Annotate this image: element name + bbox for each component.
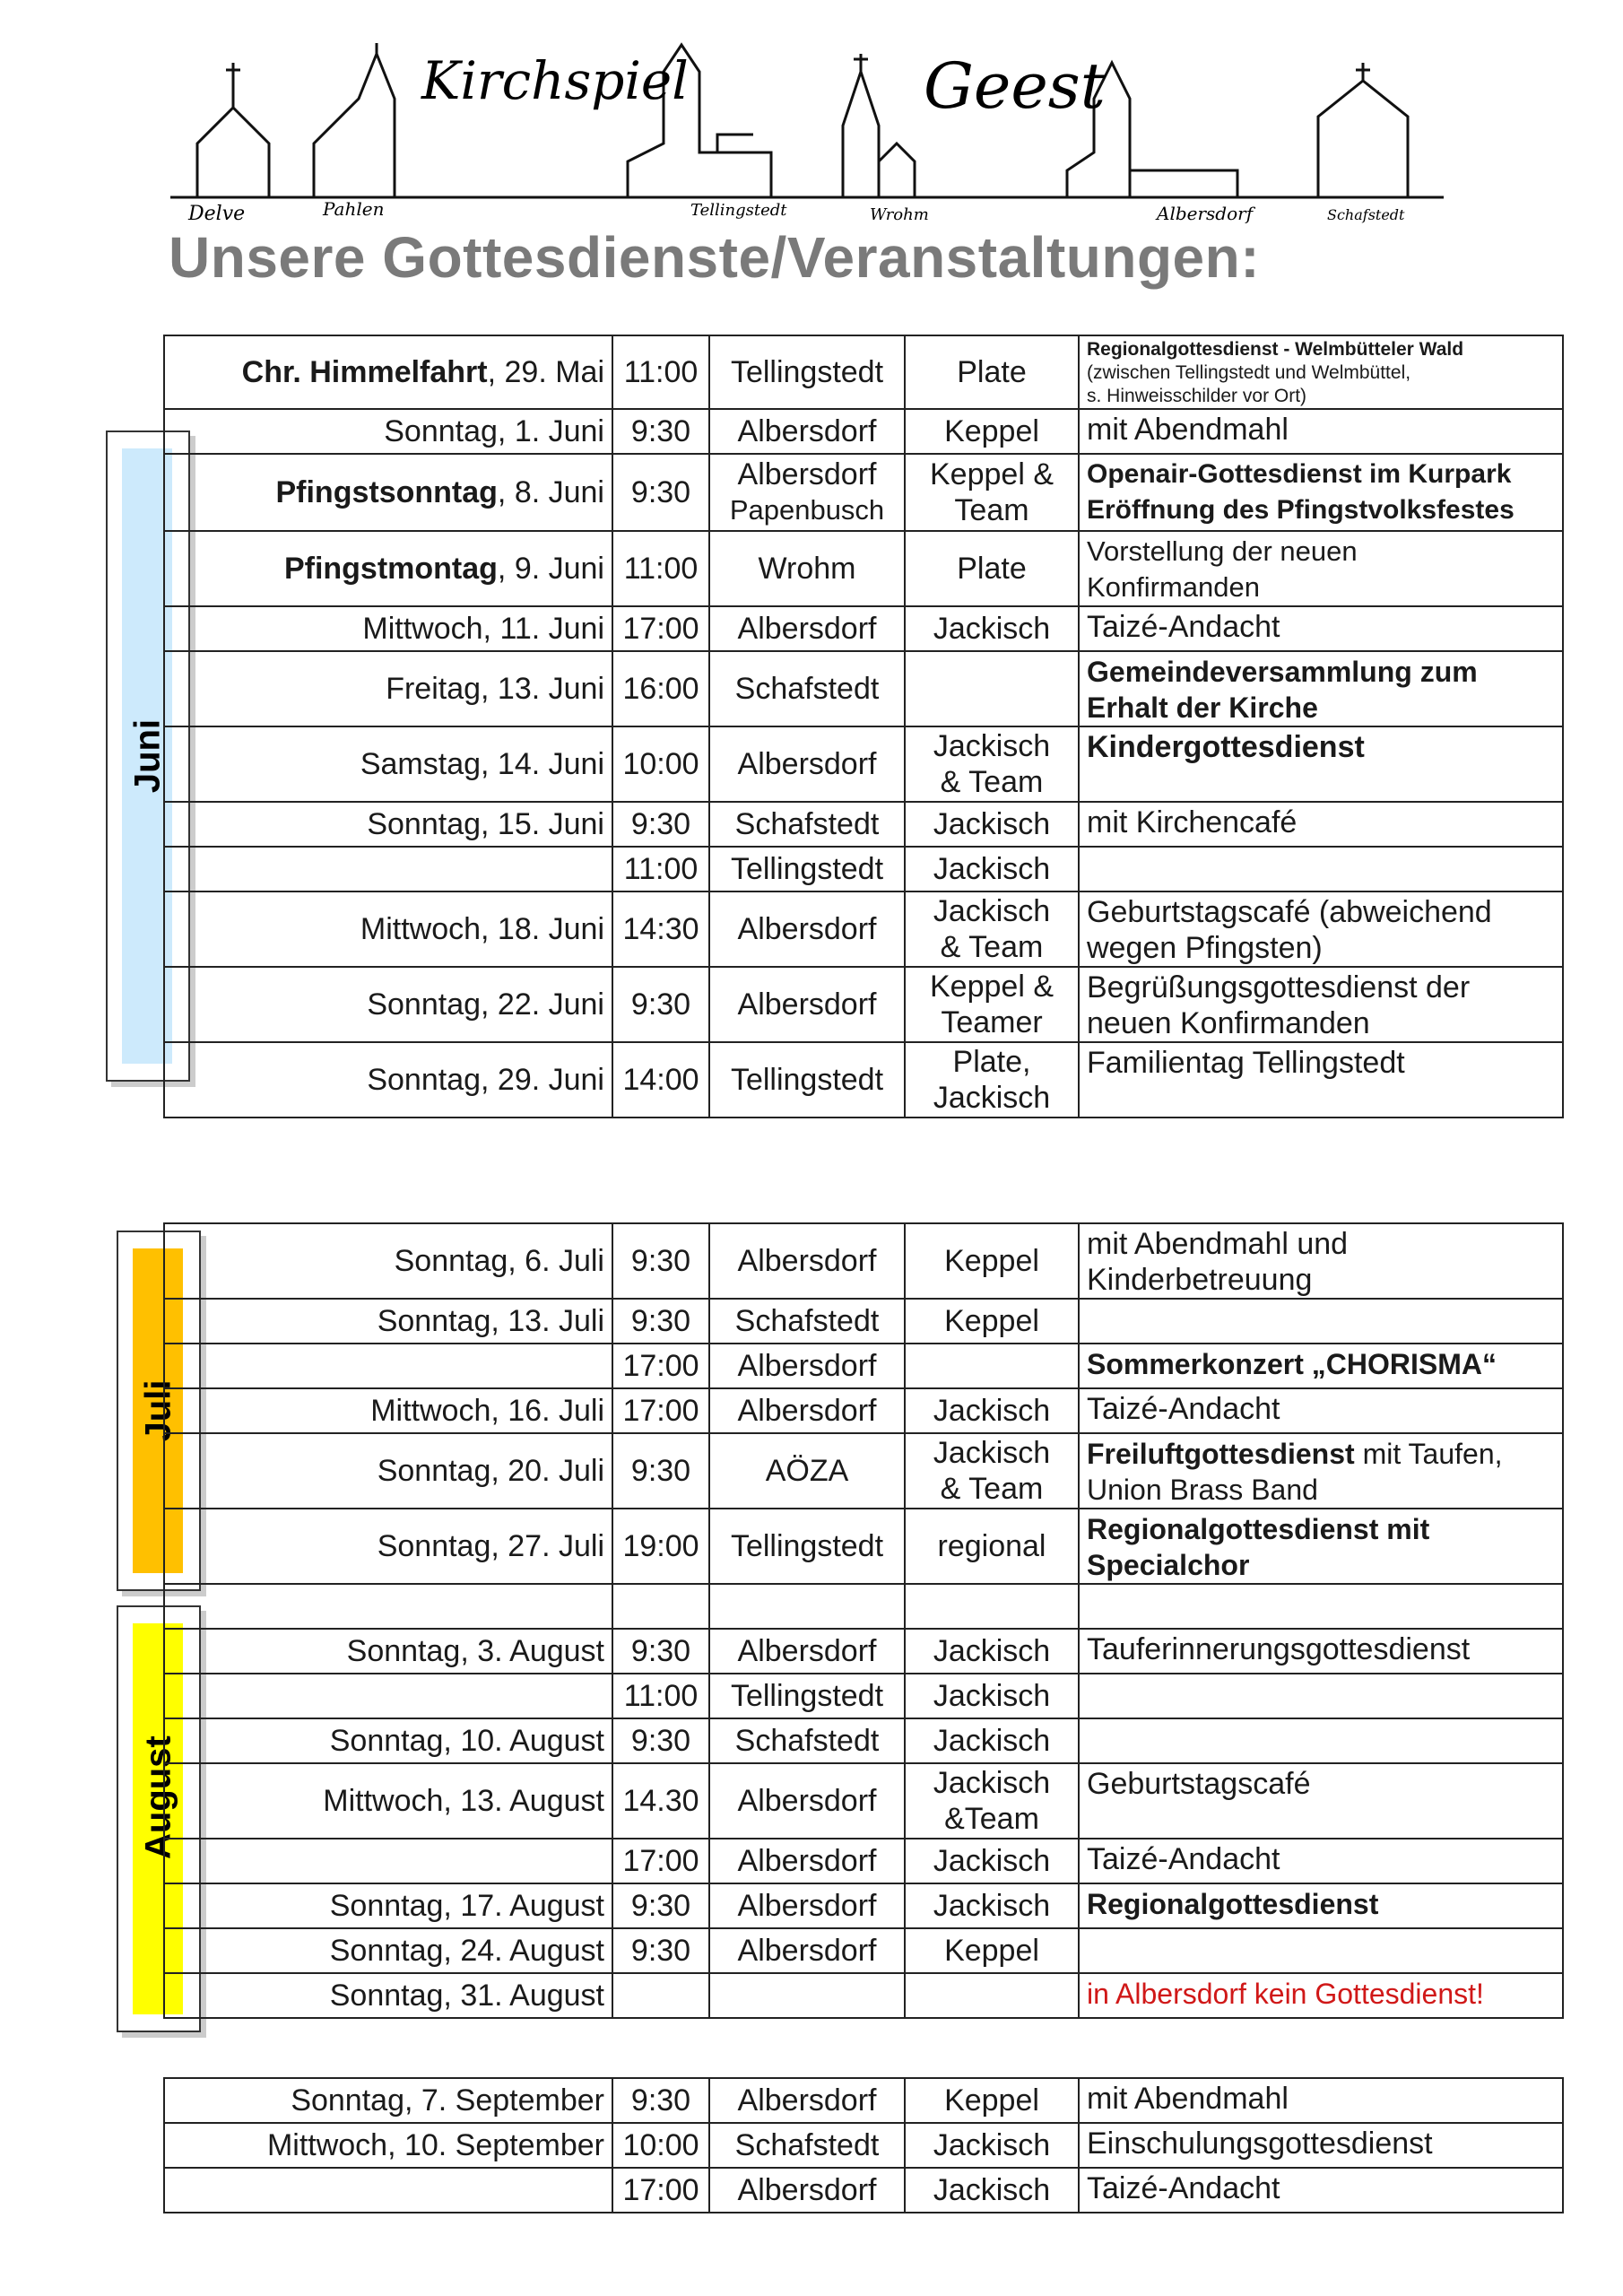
table-row	[164, 409, 1563, 454]
date-cell: Mittwoch, 13. August	[164, 1763, 612, 1839]
table-row	[164, 1042, 1563, 1118]
date-cell	[164, 335, 612, 409]
note-cell	[1079, 651, 1563, 726]
table-row	[164, 1763, 1563, 1839]
note-bold: Freiluftgottesdienst	[1087, 1438, 1355, 1470]
place-cell: Wrohm	[709, 531, 905, 606]
header-skyline	[161, 36, 1471, 233]
note-cell: Sommerkonzert „CHORISMA“	[1079, 1344, 1563, 1388]
time-cell: 17:00	[612, 1388, 709, 1433]
table-row	[164, 651, 1563, 726]
date-cell: Sonntag, 27. Juli	[164, 1509, 612, 1584]
date-cell: Freitag, 13. Juni	[164, 651, 612, 726]
time-cell: 11:00	[612, 847, 709, 891]
table-row	[164, 1928, 1563, 1973]
leader-cell	[905, 454, 1079, 531]
note-line: Regionalgottesdienst mit	[1087, 1513, 1430, 1545]
time-cell: 16:00	[612, 651, 709, 726]
date-cell: Sonntag, 22. Juni	[164, 967, 612, 1042]
note-line: Erhalt der Kirche	[1087, 691, 1318, 724]
schedule-table-juni	[163, 335, 1564, 1118]
leader-cell	[905, 726, 1079, 802]
date-cell	[164, 454, 612, 531]
time-cell: 10:00	[612, 726, 709, 802]
place-cell: Albersdorf	[709, 2168, 905, 2213]
time-cell: 9:30	[612, 454, 709, 531]
leader-cell: Jackisch	[905, 1388, 1079, 1433]
place-cell: Schafstedt	[709, 1299, 905, 1344]
leader-cell: Jackisch	[905, 1839, 1079, 1883]
leader-line: Keppel &	[930, 457, 1054, 491]
place-cell: Albersdorf	[709, 1839, 905, 1883]
date-cell: Sonntag, 17. August	[164, 1883, 612, 1928]
place-cell: Albersdorf	[709, 409, 905, 454]
table-row	[164, 1299, 1563, 1344]
table-row	[164, 1584, 1563, 1629]
table-row	[164, 1718, 1563, 1763]
date-cell: Sonntag, 15. Juni	[164, 802, 612, 847]
leader-cell	[905, 1344, 1079, 1388]
time-cell: 17:00	[612, 606, 709, 651]
time-cell: 14:00	[612, 1042, 709, 1118]
village-albersdorf: Albersdorf	[1157, 203, 1254, 224]
table-row	[164, 335, 1563, 409]
place-cell: Albersdorf	[709, 1388, 905, 1433]
note-cell: Einschulungsgottesdienst	[1079, 2123, 1563, 2168]
note-line: Union Brass Band	[1087, 1474, 1318, 1506]
time-cell: 9:30	[612, 1629, 709, 1674]
time-cell: 9:30	[612, 1433, 709, 1509]
leader-line: &Team	[944, 1802, 1039, 1836]
leader-cell: Plate	[905, 335, 1079, 409]
place-cell: Tellingstedt	[709, 847, 905, 891]
time-cell: 9:30	[612, 2078, 709, 2123]
leader-cell: Keppel	[905, 409, 1079, 454]
leader-line: Jackisch	[933, 1766, 1051, 1800]
note-cell: mit Abendmahl	[1079, 2078, 1563, 2123]
place-cell: Albersdorf	[709, 1344, 905, 1388]
leader-cell: Plate	[905, 531, 1079, 606]
month-juli-label: Juli	[138, 1379, 178, 1442]
table-row	[164, 726, 1563, 802]
place-cell: Tellingstedt	[709, 1509, 905, 1584]
leader-cell	[905, 651, 1079, 726]
time-cell	[612, 1584, 709, 1629]
time-cell	[612, 1973, 709, 2018]
time-cell: 9:30	[612, 1883, 709, 1928]
date-cell: Sonntag, 6. Juli	[164, 1223, 612, 1299]
village-delve: Delve	[188, 203, 246, 225]
date-cell: Sonntag, 13. Juli	[164, 1299, 612, 1344]
brand-left-text: Kirchspiel	[421, 50, 689, 111]
date-cell	[164, 1674, 612, 1718]
table-row	[164, 967, 1563, 1042]
note-line: Geburtstagscafé (abweichend	[1087, 895, 1492, 929]
leader-line: & Team	[940, 930, 1044, 964]
time-cell: 19:00	[612, 1509, 709, 1584]
note-line: Vorstellung der neuen	[1087, 535, 1358, 567]
leader-cell: Jackisch	[905, 847, 1079, 891]
note-cell	[1079, 531, 1563, 606]
note-cell	[1079, 891, 1563, 967]
note-cell	[1079, 1718, 1563, 1763]
time-cell: 9:30	[612, 967, 709, 1042]
note-cell: Geburtstagscafé	[1079, 1763, 1563, 1839]
date-cell: Sonntag, 31. August	[164, 1973, 612, 2018]
note-cell: Regionalgottesdienst	[1079, 1883, 1563, 1928]
place-line: Albersdorf	[737, 457, 877, 491]
note-line: mit Abendmahl und	[1087, 1227, 1349, 1261]
note-line: neuen Konfirmanden	[1087, 1006, 1370, 1040]
note-line: Begrüßungsgottesdienst der	[1087, 970, 1471, 1004]
place-cell: Albersdorf	[709, 1223, 905, 1299]
place-cell: AÖZA	[709, 1433, 905, 1509]
note-rest: mit Taufen,	[1354, 1438, 1503, 1470]
time-cell: 11:00	[612, 531, 709, 606]
table-row	[164, 606, 1563, 651]
leader-line: Plate,	[952, 1045, 1031, 1079]
time-cell: 9:30	[612, 409, 709, 454]
leader-cell: regional	[905, 1509, 1079, 1584]
time-cell: 17:00	[612, 1344, 709, 1388]
note-sub: (zwischen Tellingstedt und Welmbüttel,	[1087, 362, 1411, 383]
date-cell: Mittwoch, 11. Juni	[164, 606, 612, 651]
leader-cell	[905, 1973, 1079, 2018]
note-cell: mit Kirchencafé	[1079, 802, 1563, 847]
table-row	[164, 454, 1563, 531]
date-bold: Pfingstsonntag	[275, 475, 498, 509]
note-cell	[1079, 1584, 1563, 1629]
table-row	[164, 1388, 1563, 1433]
place-cell: Schafstedt	[709, 1718, 905, 1763]
leader-cell: Jackisch	[905, 1674, 1079, 1718]
date-cell	[164, 2168, 612, 2213]
leader-cell	[905, 1042, 1079, 1118]
village-schafstedt: Schafstedt	[1327, 206, 1405, 223]
table-row	[164, 531, 1563, 606]
place-cell: Albersdorf	[709, 967, 905, 1042]
table-row	[164, 2123, 1563, 2168]
place-cell	[709, 1584, 905, 1629]
church-skyline-logo	[161, 36, 1471, 233]
note-cell: Taizé-Andacht	[1079, 606, 1563, 651]
place-cell: Albersdorf	[709, 1629, 905, 1674]
note-cell: Kindergottesdienst	[1079, 726, 1563, 802]
date-cell: Sonntag, 7. September	[164, 2078, 612, 2123]
time-cell: 9:30	[612, 1299, 709, 1344]
leader-line: Jackisch	[933, 1436, 1051, 1470]
leader-cell: Jackisch	[905, 2168, 1079, 2213]
table-row	[164, 847, 1563, 891]
leader-line: Jackisch	[933, 894, 1051, 928]
date-cell	[164, 1344, 612, 1388]
note-line: Gemeindeversammlung zum	[1087, 656, 1478, 688]
note-cell	[1079, 1223, 1563, 1299]
date-cell: Sonntag, 10. August	[164, 1718, 612, 1763]
month-august-label: August	[138, 1735, 178, 1859]
leader-line: Jackisch	[933, 729, 1051, 763]
place-cell: Albersdorf	[709, 726, 905, 802]
time-cell: 9:30	[612, 1928, 709, 1973]
time-cell: 11:00	[612, 335, 709, 409]
place-cell: Albersdorf	[709, 891, 905, 967]
place-cell: Tellingstedt	[709, 1674, 905, 1718]
place-cell: Schafstedt	[709, 2123, 905, 2168]
note-cell	[1079, 335, 1563, 409]
note-cell	[1079, 1433, 1563, 1509]
table-row	[164, 1344, 1563, 1388]
time-cell: 9:30	[612, 1223, 709, 1299]
leader-cell: Jackisch	[905, 1629, 1079, 1674]
time-cell: 11:00	[612, 1674, 709, 1718]
place-cell: Albersdorf	[709, 1883, 905, 1928]
leader-line: Jackisch	[933, 1081, 1051, 1115]
date-rest: , 9. Juni	[497, 552, 604, 586]
date-cell: Sonntag, 3. August	[164, 1629, 612, 1674]
brand-right-text: Geest	[924, 49, 1106, 123]
note-line: Openair-Gottesdienst im Kurpark	[1087, 459, 1512, 489]
table-row	[164, 2078, 1563, 2123]
note-line: wegen Pfingsten)	[1087, 931, 1323, 965]
note-line: Eröffnung des Pfingstvolksfestes	[1087, 495, 1515, 525]
place-cell	[709, 1973, 905, 2018]
table-row	[164, 1629, 1563, 1674]
time-cell: 9:30	[612, 1718, 709, 1763]
leader-line: Teamer	[941, 1005, 1043, 1039]
leader-line: Keppel &	[930, 970, 1054, 1004]
leader-cell: Keppel	[905, 1223, 1079, 1299]
table-row	[164, 1973, 1563, 2018]
schedule-table-september	[163, 2077, 1564, 2213]
table-row	[164, 1883, 1563, 1928]
table-row	[164, 1223, 1563, 1299]
note-cell: Taizé-Andacht	[1079, 1388, 1563, 1433]
note-line: Konfirmanden	[1087, 571, 1261, 603]
village-wrohm: Wrohm	[870, 205, 929, 224]
date-cell	[164, 1584, 612, 1629]
place-cell: Albersdorf	[709, 2078, 905, 2123]
date-cell: Sonntag, 20. Juli	[164, 1433, 612, 1509]
place-cell: Tellingstedt	[709, 1042, 905, 1118]
date-cell: Mittwoch, 18. Juni	[164, 891, 612, 967]
time-cell: 14:30	[612, 891, 709, 967]
date-cell	[164, 1839, 612, 1883]
note-cell	[1079, 1674, 1563, 1718]
time-cell: 9:30	[612, 802, 709, 847]
leader-cell: Jackisch	[905, 802, 1079, 847]
date-cell: Mittwoch, 16. Juli	[164, 1388, 612, 1433]
leader-cell	[905, 1433, 1079, 1509]
place-cell: Tellingstedt	[709, 335, 905, 409]
time-cell: 10:00	[612, 2123, 709, 2168]
leader-cell: Jackisch	[905, 2123, 1079, 2168]
page-title: Unsere Gottesdienste/Veranstaltungen:	[169, 225, 1261, 290]
place-cell: Albersdorf	[709, 1928, 905, 1973]
date-cell: Samstag, 14. Juni	[164, 726, 612, 802]
place-line: Papenbusch	[729, 494, 885, 526]
note-bold: Regionalgottesdienst - Welmbütteler Wald	[1087, 339, 1464, 360]
date-rest: , 8. Juni	[497, 475, 604, 509]
note-line	[1087, 1436, 1555, 1472]
place-cell: Albersdorf	[709, 1763, 905, 1839]
leader-cell: Jackisch	[905, 606, 1079, 651]
note-cell: Familientag Tellingstedt	[1079, 1042, 1563, 1118]
note-cell	[1079, 847, 1563, 891]
leader-cell	[905, 891, 1079, 967]
place-cell: Albersdorf	[709, 606, 905, 651]
note-cell: mit Abendmahl	[1079, 409, 1563, 454]
village-pahlen: Pahlen	[323, 198, 385, 220]
leader-line: Team	[954, 493, 1029, 527]
note-cell	[1079, 1928, 1563, 1973]
note-cell	[1079, 1299, 1563, 1344]
note-sub: s. Hinweisschilder vor Ort)	[1087, 386, 1307, 406]
date-cell: Sonntag, 24. August	[164, 1928, 612, 1973]
schedule-table-juli-august	[163, 1222, 1564, 2019]
note-cell: Tauferinnerungsgottesdienst	[1079, 1629, 1563, 1674]
note-line: Specialchor	[1087, 1549, 1250, 1581]
date-cell: Sonntag, 1. Juni	[164, 409, 612, 454]
leader-line: & Team	[940, 765, 1044, 799]
table-row	[164, 1839, 1563, 1883]
note-cell	[1079, 454, 1563, 531]
table-row	[164, 2168, 1563, 2213]
date-cell: Sonntag, 29. Juni	[164, 1042, 612, 1118]
date-bold: Chr. Himmelfahrt	[241, 355, 488, 389]
leader-cell: Jackisch	[905, 1718, 1079, 1763]
time-cell: 17:00	[612, 2168, 709, 2213]
note-cell: Taizé-Andacht	[1079, 2168, 1563, 2213]
note-cell: Taizé-Andacht	[1079, 1839, 1563, 1883]
month-juni-label: Juni	[127, 718, 168, 794]
date-cell	[164, 531, 612, 606]
date-cell: Mittwoch, 10. September	[164, 2123, 612, 2168]
table-row	[164, 1674, 1563, 1718]
note-cell: in Albersdorf kein Gottesdienst!	[1079, 1973, 1563, 2018]
leader-cell: Keppel	[905, 1928, 1079, 1973]
table-row	[164, 802, 1563, 847]
note-cell	[1079, 1509, 1563, 1584]
date-rest: , 29. Mai	[487, 355, 604, 389]
leader-cell	[905, 967, 1079, 1042]
time-cell: 17:00	[612, 1839, 709, 1883]
place-cell: Schafstedt	[709, 651, 905, 726]
table-row	[164, 1433, 1563, 1509]
note-cell	[1079, 967, 1563, 1042]
note-line: Kinderbetreuung	[1087, 1263, 1313, 1297]
leader-cell	[905, 1763, 1079, 1839]
leader-cell: Keppel	[905, 2078, 1079, 2123]
time-cell: 14.30	[612, 1763, 709, 1839]
leader-cell: Jackisch	[905, 1883, 1079, 1928]
leader-line: & Team	[940, 1472, 1044, 1506]
date-bold: Pfingstmontag	[283, 552, 498, 586]
place-cell	[709, 454, 905, 531]
place-cell: Schafstedt	[709, 802, 905, 847]
leader-cell	[905, 1584, 1079, 1629]
leader-cell: Keppel	[905, 1299, 1079, 1344]
village-tellingstedt: Tellingstedt	[690, 201, 787, 220]
date-cell	[164, 847, 612, 891]
table-row	[164, 1509, 1563, 1584]
table-row	[164, 891, 1563, 967]
